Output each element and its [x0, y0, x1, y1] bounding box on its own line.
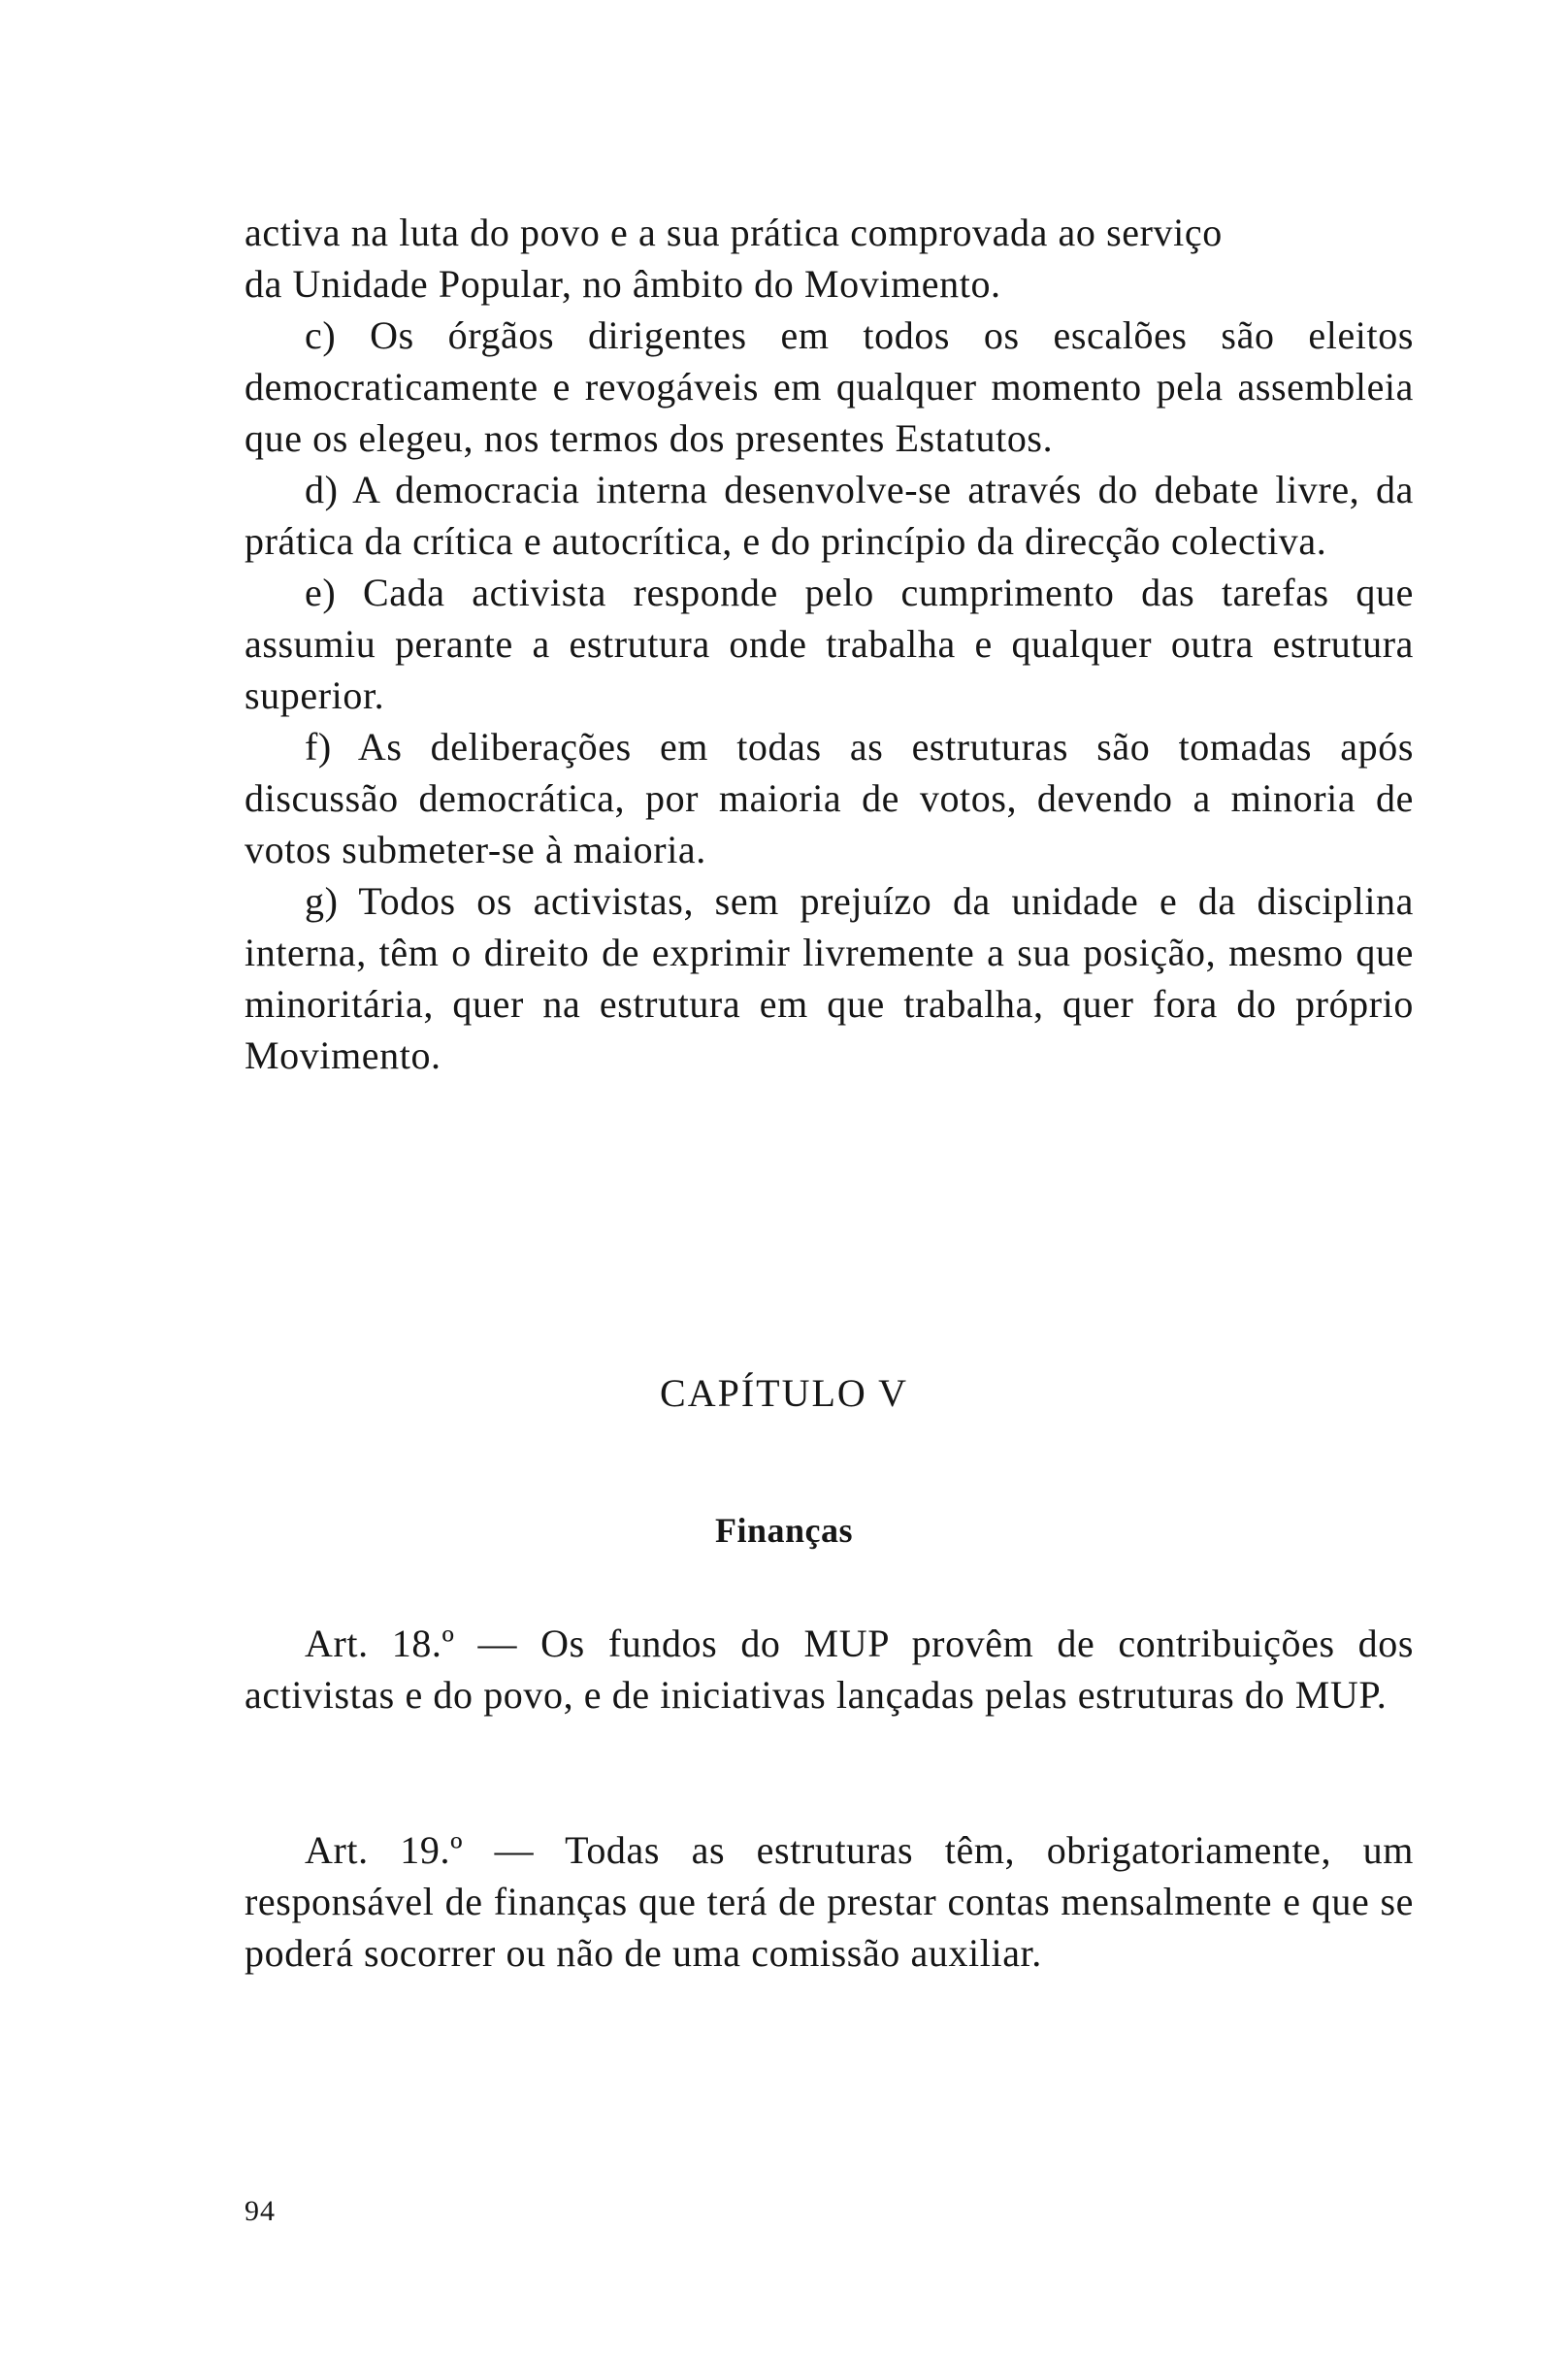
item-f: f) As deliberações em todas as estruturas são tomadas após discussão democrática, por maioria de votos, devendo a minoria de votos submeter-se à maioria. — [245, 725, 1414, 871]
item-g: g) Todos os activistas, sem prejuízo da unidade e da disciplina interna, têm o direito de exprimir livremente a sua posição, mesmo que minoritária, quer na estrutura em que trabalha, quer fora do próprio Movimento. — [245, 879, 1414, 1077]
item-d: d) A democracia interna desenvolve-se através do debate livre, da prática da crítica e autocrítica, e do princípio da direcção colectiva. — [245, 468, 1414, 563]
intro-paragraph — [245, 207, 1414, 310]
body-text-top — [245, 207, 1414, 1081]
chapter-title: CAPÍTULO V — [660, 1371, 908, 1415]
intro-line-2: da Unidade Popular, no âmbito do Movimento. — [245, 262, 1001, 306]
intro-line-1: activa na luta do povo e a sua prática comprovada ao serviço — [245, 211, 1223, 254]
item-c: c) Os órgãos dirigentes em todos os escalões são eleitos democraticamente e revogáveis em qualquer momento pela assembleia que os elegeu, nos termos dos presentes Estatutos. — [245, 313, 1414, 460]
article-19 — [245, 1824, 1414, 1979]
article-18 — [245, 1618, 1414, 1721]
article-18-text: Art. 18.º — Os fundos do MUP provêm de contribuições dos activistas e do povo, e de iniciativas lançadas pelas estruturas do MUP. — [245, 1622, 1414, 1717]
item-e: e) Cada activista responde pelo cumprimento das tarefas que assumiu perante a estrutura onde trabalha e qualquer outra estrutura superior. — [245, 571, 1414, 717]
article-19-text: Art. 19.º — Todas as estruturas têm, obrigatoriamente, um responsável de finanças que terá de prestar contas mensalmente e que se poderá socorrer ou não de uma comissão auxiliar. — [245, 1828, 1414, 1975]
chapter-subtitle: Finanças — [714, 1511, 854, 1550]
page-number: 94 — [245, 2195, 276, 2227]
